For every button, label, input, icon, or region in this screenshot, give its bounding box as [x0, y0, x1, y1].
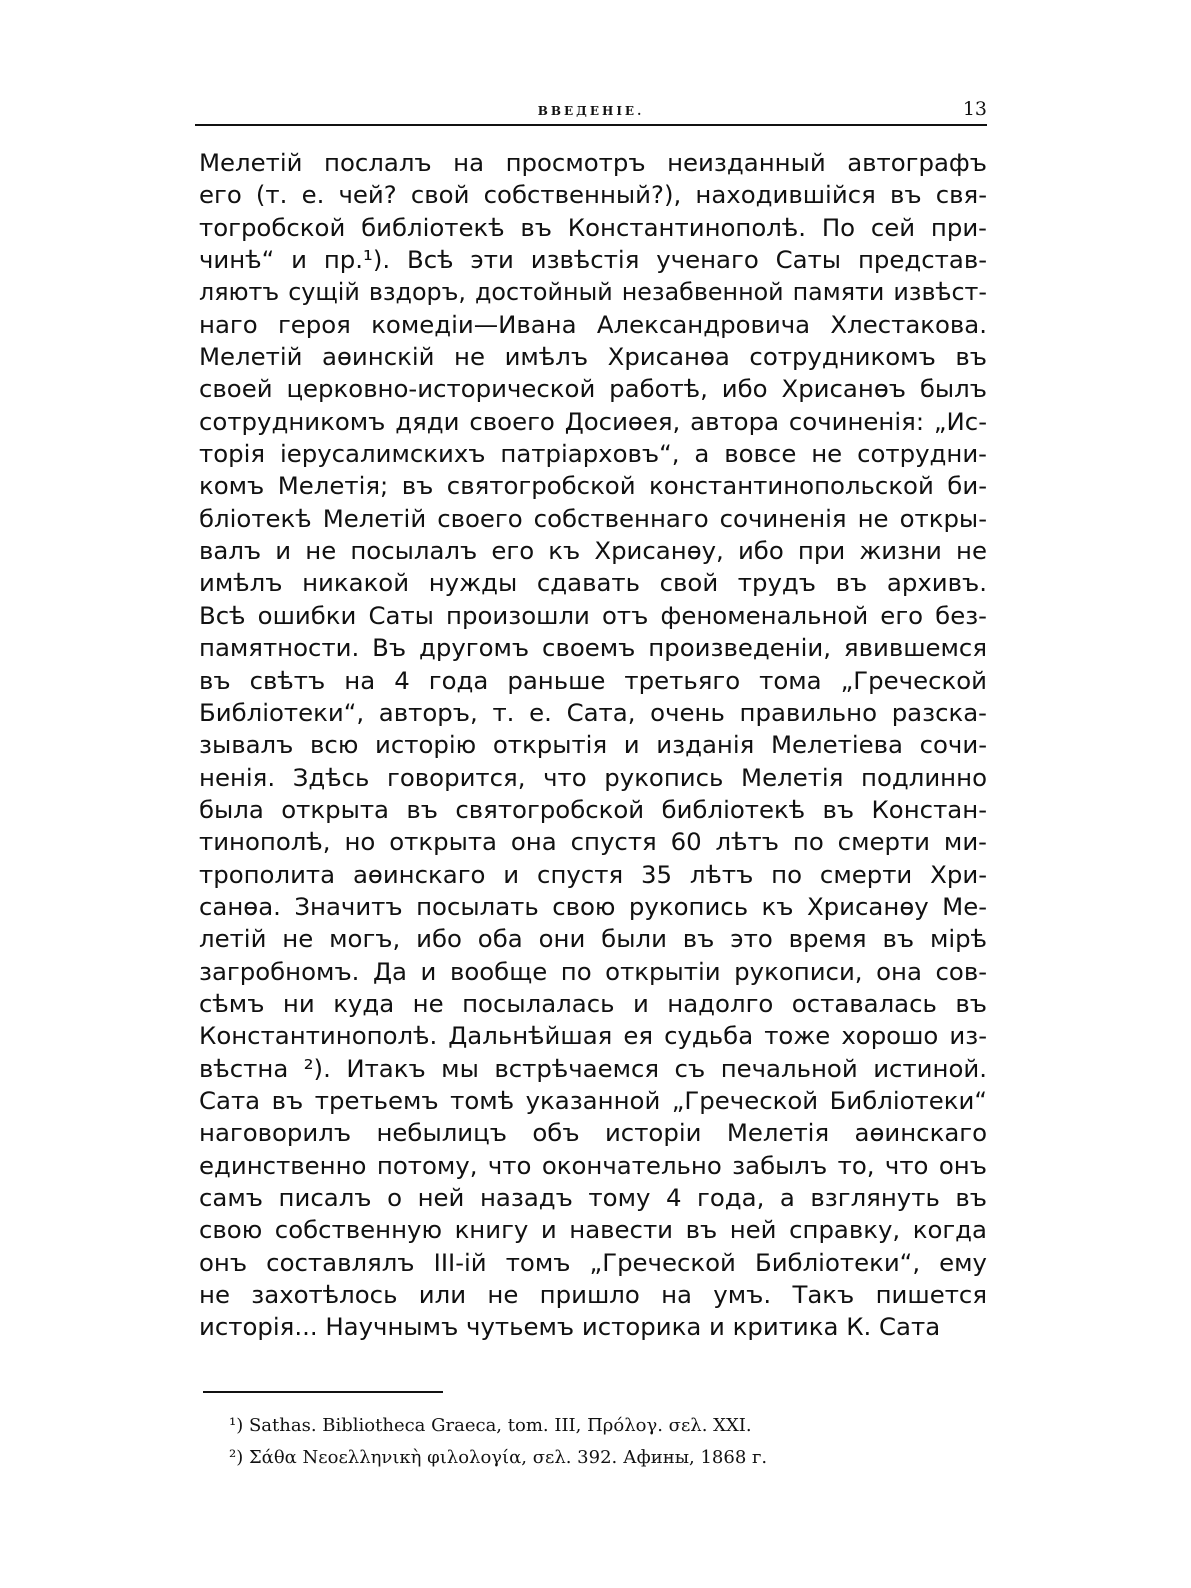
text-line: памятности. Въ другомъ своемъ произведеніи, явившемся: [199, 633, 987, 663]
text-line: единственно потому, что окончательно забылъ то, что онъ: [199, 1150, 987, 1180]
text-line: тогробской библіотекѣ въ Константинополѣ. По сей при-: [199, 212, 987, 242]
text-line: Всѣ ошибки Саты произошли отъ феноменальной его без-: [199, 600, 987, 630]
text-line: трополита аѳинскаго и спустя 35 лѣтъ по смерти Хри-: [199, 859, 987, 889]
text-line: летій не могъ, ибо оба они были въ это время въ мірѣ: [199, 924, 987, 954]
footnotes: [229, 1410, 929, 1474]
text-line: наговорилъ небылицъ объ исторіи Мелетія аѳинскаго: [199, 1118, 987, 1148]
footnote-1: ¹) Sathas. Bibliotheca Graeca, tom. III, Πρόλογ. σελ. XXI.: [229, 1415, 752, 1436]
text-line: Константинополѣ. Дальнѣйшая ея судьба тоже хорошо из-: [199, 1021, 987, 1051]
text-line: чинѣ“ и пр.¹). Всѣ эти извѣстія ученаго Саты представ-: [199, 245, 987, 275]
footnote-2: ²) Σάθα Νεοελληνικὴ φιλολογία, σελ. 392. Афины, 1868 г.: [229, 1447, 768, 1468]
text-line: наго героя комедіи—Ивана Александровича Хлестакова.: [199, 309, 987, 339]
text-line: не захотѣлось или не пришло на умъ. Такъ пишется: [199, 1280, 987, 1310]
text-line: Библіотеки“, авторъ, т. е. Сата, очень правильно разска-: [199, 697, 987, 727]
text-line: его (т. е. чей? свой собственный?), находившійся въ свя-: [199, 180, 987, 210]
body-text: [199, 147, 987, 1344]
page-number: 13: [962, 98, 987, 120]
text-line: загробномъ. Да и вообще по открытіи рукописи, она сов-: [199, 956, 987, 986]
running-head: [195, 96, 987, 126]
text-line: самъ писалъ о ней назадъ тому 4 года, а взглянуть въ: [199, 1183, 987, 1212]
text-line: ляютъ сущій вздоръ, достойный незабвенной памяти извѣст-: [199, 278, 987, 307]
text-line: комъ Мелетія; въ святогробской константинопольской би-: [199, 471, 987, 501]
text-line: санѳа. Значитъ посылать свою рукопись къ Хрисанѳу Ме-: [199, 891, 987, 921]
chapter-title: ВВЕДЕНІЕ.: [537, 104, 645, 118]
text-line: въ свѣтъ на 4 года раньше третьяго тома „Греческой: [199, 665, 987, 695]
text-line: зывалъ всю исторію открытія и изданія Мелетіева сочи-: [199, 730, 987, 760]
text-line: торія іерусалимскихъ патріарховъ“, а вовсе не сотрудни-: [199, 439, 987, 469]
text-line: Мелетій аѳинскій не имѣлъ Хрисанѳа сотрудникомъ въ: [199, 342, 987, 372]
footnote-divider: [203, 1391, 443, 1393]
text-line: была открыта въ святогробской библіотекѣ въ Констан-: [199, 794, 987, 824]
text-line: ненія. Здѣсь говорится, что рукопись Мелетія подлинно: [199, 762, 987, 792]
text-line: валъ и не посылалъ его къ Хрисанѳу, ибо при жизни не: [199, 536, 987, 566]
text-line: своей церковно-исторической работѣ, ибо Хрисанѳъ былъ: [199, 374, 987, 404]
text-line: Мелетій послалъ на просмотръ неизданный автографъ: [199, 148, 987, 177]
text-line: сотрудникомъ дяди своего Досиѳея, автора сочиненія: „Ис-: [199, 406, 987, 436]
text-line: сѣмъ ни куда не посылалась и надолго оставалась въ: [199, 988, 987, 1018]
text-line: онъ составлялъ III-ій томъ „Греческой Библіотеки“, ему: [199, 1247, 987, 1277]
text-line: Сата въ третьемъ томѣ указанной „Греческой Библіотеки“: [199, 1085, 987, 1115]
text-line: свою собственную книгу и навести въ ней справку, когда: [199, 1215, 987, 1245]
text-line: имѣлъ никакой нужды сдавать свой трудъ въ архивъ.: [199, 568, 987, 598]
text-line: бліотекѣ Мелетій своего собственнаго сочиненія не откры-: [199, 503, 987, 533]
text-line: вѣстна ²). Итакъ мы встрѣчаемся съ печальной истиной.: [199, 1053, 987, 1083]
text-line: тинополѣ, но открыта она спустя 60 лѣтъ по смерти ми-: [199, 827, 987, 857]
text-line: исторія... Научнымъ чутьемъ историка и критика К. Сата: [199, 1312, 941, 1342]
